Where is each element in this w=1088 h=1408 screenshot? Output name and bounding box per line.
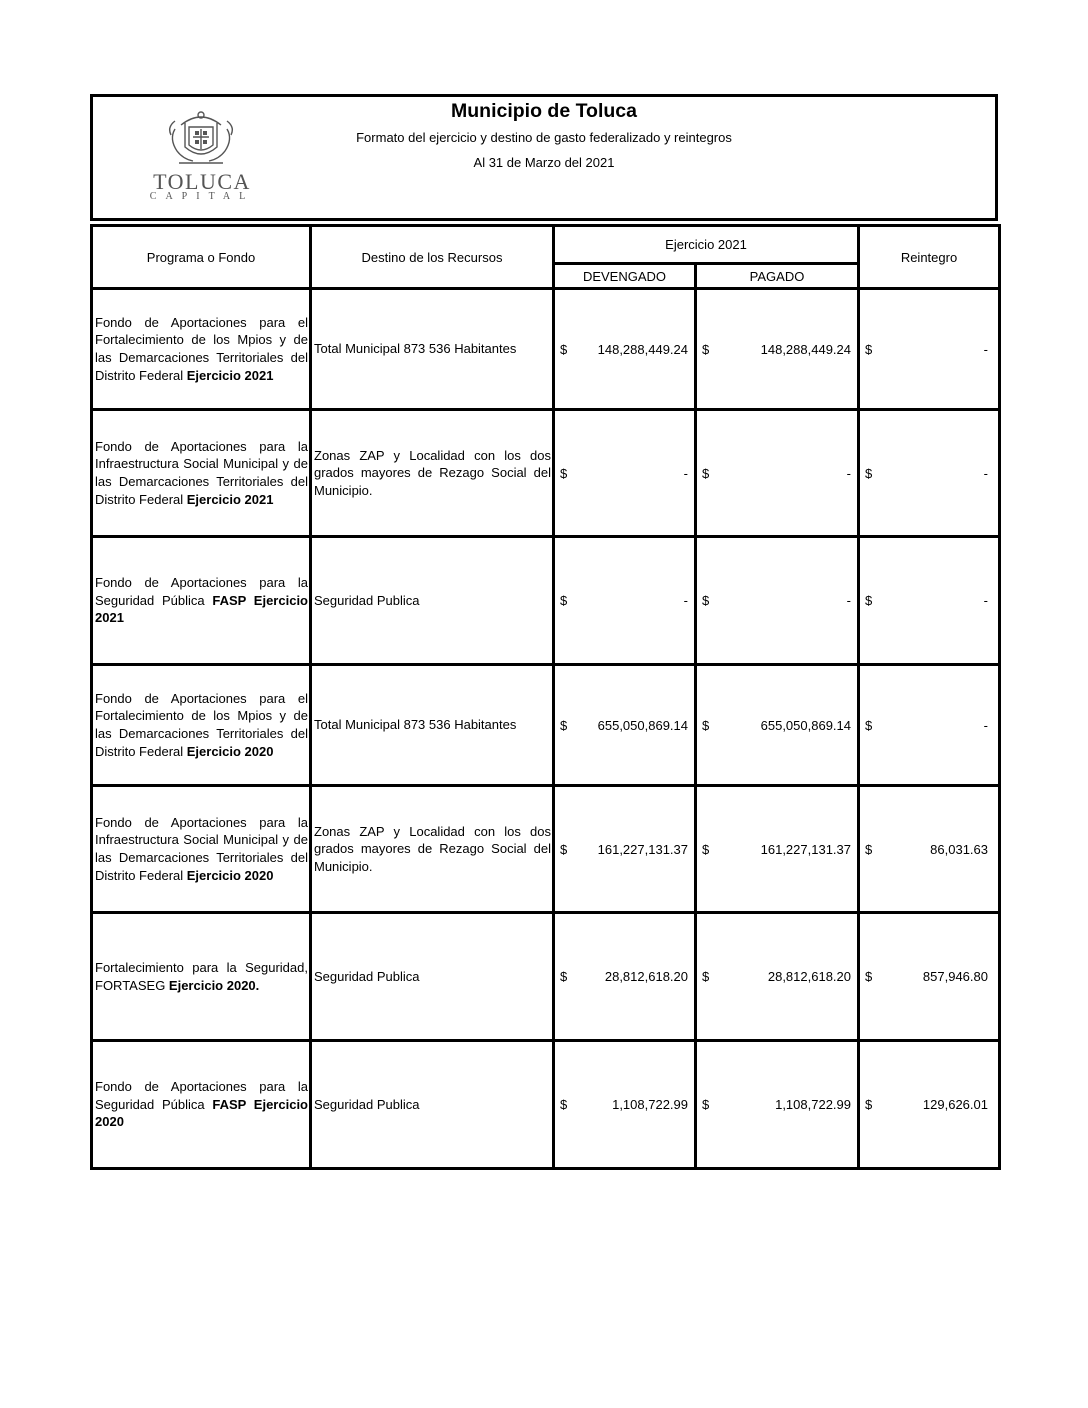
currency-symbol: $ bbox=[865, 593, 873, 608]
destino-cell: Total Municipal 873 536 Habitantes bbox=[311, 665, 554, 786]
header-destino: Destino de los Recursos bbox=[311, 226, 554, 289]
reintegro-cell bbox=[859, 1041, 1000, 1169]
logo-subtitle: CAPITAL bbox=[149, 191, 255, 202]
gasto-table bbox=[90, 224, 1001, 1170]
currency-symbol: $ bbox=[560, 969, 568, 984]
programa-cell bbox=[92, 786, 311, 913]
amount-value: 1,108,722.99 bbox=[612, 1097, 688, 1112]
header-pagado: PAGADO bbox=[696, 264, 859, 289]
amount-value: - bbox=[983, 593, 988, 608]
amount-value: - bbox=[846, 593, 851, 608]
programa-text: Fondo de Aportaciones para el Fortalecimiento de los Mpios y de las Demarcaciones Territoriales del Distrito Federal bbox=[95, 314, 308, 383]
reintegro-cell bbox=[859, 289, 1000, 410]
programa-cell bbox=[92, 537, 311, 665]
currency-symbol: $ bbox=[702, 717, 710, 733]
amount-value: 161,227,131.37 bbox=[597, 841, 688, 857]
programa-ejercicio: Ejercicio 2021 bbox=[186, 491, 274, 507]
page-title: Municipio de Toluca bbox=[451, 100, 637, 122]
devengado-cell bbox=[554, 289, 696, 410]
table-row bbox=[92, 786, 1000, 913]
reintegro-cell bbox=[859, 537, 1000, 665]
destino-cell: Zonas ZAP y Localidad con los dos grados mayores de Rezago Social del Municipio. bbox=[311, 410, 554, 537]
amount-value: 148,288,449.24 bbox=[760, 341, 851, 357]
amount-value: - bbox=[683, 465, 688, 481]
currency-symbol: $ bbox=[560, 717, 568, 733]
currency-symbol: $ bbox=[865, 841, 873, 857]
programa-ejercicio: Ejercicio 2021 bbox=[186, 367, 274, 383]
devengado-cell bbox=[554, 537, 696, 665]
programa-cell bbox=[92, 1041, 311, 1169]
programa-text: Fondo de Aportaciones para la Infraestructura Social Municipal y de las Demarcaciones Territoriales del Distrito Federal bbox=[95, 438, 308, 507]
devengado-cell bbox=[554, 786, 696, 913]
destino-cell: Seguridad Publica bbox=[311, 913, 554, 1041]
programa-cell bbox=[92, 665, 311, 786]
programa-cell bbox=[92, 913, 311, 1041]
reintegro-cell bbox=[859, 913, 1000, 1041]
amount-value: - bbox=[983, 465, 988, 481]
amount-value: - bbox=[846, 465, 851, 481]
amount-value: 1,108,722.99 bbox=[775, 1097, 851, 1112]
amount-value: - bbox=[983, 341, 988, 357]
amount-value: - bbox=[683, 593, 688, 608]
currency-symbol: $ bbox=[560, 593, 568, 608]
pagado-cell bbox=[696, 537, 859, 665]
programa-ejercicio: FASP Ejercicio 2020 bbox=[95, 1096, 308, 1130]
amount-value: - bbox=[983, 717, 988, 733]
currency-symbol: $ bbox=[560, 841, 568, 857]
document bbox=[90, 94, 998, 1170]
programa-ejercicio: FASP Ejercicio 2021 bbox=[95, 592, 308, 626]
report-date: Al 31 de Marzo del 2021 bbox=[473, 155, 615, 170]
table-row bbox=[92, 1041, 1000, 1169]
programa-text: Fondo de Aportaciones para la Infraestructura Social Municipal y de las Demarcaciones Territoriales del Distrito Federal bbox=[95, 814, 308, 883]
table-row bbox=[92, 410, 1000, 537]
currency-symbol: $ bbox=[865, 717, 873, 733]
amount-value: 28,812,618.20 bbox=[604, 969, 688, 984]
amount-value: 655,050,869.14 bbox=[760, 717, 851, 733]
destino-cell: Total Municipal 873 536 Habitantes bbox=[311, 289, 554, 410]
amount-value: 857,946.80 bbox=[922, 969, 988, 984]
currency-symbol: $ bbox=[865, 969, 873, 984]
destino-cell: Seguridad Publica bbox=[311, 537, 554, 665]
table-body bbox=[92, 289, 1000, 1169]
currency-symbol: $ bbox=[865, 465, 873, 481]
currency-symbol: $ bbox=[560, 341, 568, 357]
amount-value: 86,031.63 bbox=[930, 841, 988, 857]
amount-value: 129,626.01 bbox=[922, 1097, 988, 1112]
programa-ejercicio: Ejercicio 2020. bbox=[168, 977, 260, 993]
programa-ejercicio: Ejercicio 2020 bbox=[186, 743, 274, 759]
currency-symbol: $ bbox=[865, 341, 873, 357]
pagado-cell bbox=[696, 1041, 859, 1169]
programa-ejercicio: Ejercicio 2020 bbox=[186, 867, 274, 883]
programa-text: Fondo de Aportaciones para el Fortalecimiento de los Mpios y de las Demarcaciones Territoriales del Distrito Federal bbox=[95, 690, 308, 759]
table-row bbox=[92, 537, 1000, 665]
pagado-cell bbox=[696, 665, 859, 786]
table-row bbox=[92, 289, 1000, 410]
currency-symbol: $ bbox=[702, 465, 710, 481]
reintegro-cell bbox=[859, 410, 1000, 537]
destino-cell: Seguridad Publica bbox=[311, 1041, 554, 1169]
devengado-cell bbox=[554, 1041, 696, 1169]
programa-text: Fortalecimiento para la Seguridad, FORTASEG bbox=[95, 959, 308, 993]
amount-value: 148,288,449.24 bbox=[597, 341, 688, 357]
page-subtitle: Formato del ejercicio y destino de gasto federalizado y reintegros bbox=[356, 130, 732, 145]
pagado-cell bbox=[696, 913, 859, 1041]
currency-symbol: $ bbox=[702, 593, 710, 608]
amount-value: 161,227,131.37 bbox=[760, 841, 851, 857]
header-devengado: DEVENGADO bbox=[554, 264, 696, 289]
programa-text: Fondo de Aportaciones para la Seguridad Pública bbox=[95, 575, 308, 608]
programa-cell bbox=[92, 289, 311, 410]
amount-value: 28,812,618.20 bbox=[767, 969, 851, 984]
pagado-cell bbox=[696, 289, 859, 410]
header-programa: Programa o Fondo bbox=[92, 226, 311, 289]
logo-name: TOLUCA bbox=[153, 169, 251, 194]
pagado-cell bbox=[696, 786, 859, 913]
destino-cell: Zonas ZAP y Localidad con los dos grados mayores de Rezago Social del Municipio. bbox=[311, 786, 554, 913]
currency-symbol: $ bbox=[702, 969, 710, 984]
currency-symbol: $ bbox=[702, 841, 710, 857]
header-reintegro: Reintegro bbox=[859, 226, 1000, 289]
programa-cell bbox=[92, 410, 311, 537]
reintegro-cell bbox=[859, 665, 1000, 786]
reintegro-cell bbox=[859, 786, 1000, 913]
devengado-cell bbox=[554, 410, 696, 537]
devengado-cell bbox=[554, 665, 696, 786]
currency-symbol: $ bbox=[865, 1097, 873, 1112]
devengado-cell bbox=[554, 913, 696, 1041]
table-row bbox=[92, 665, 1000, 786]
currency-symbol: $ bbox=[560, 1097, 568, 1112]
pagado-cell bbox=[696, 410, 859, 537]
currency-symbol: $ bbox=[702, 341, 710, 357]
currency-symbol: $ bbox=[560, 465, 568, 481]
report-header bbox=[90, 94, 998, 221]
programa-text: Fondo de Aportaciones para la Seguridad Pública bbox=[95, 1079, 308, 1112]
amount-value: 655,050,869.14 bbox=[597, 717, 688, 733]
header-ejercicio: Ejercicio 2021 bbox=[554, 226, 859, 264]
currency-symbol: $ bbox=[702, 1097, 710, 1112]
table-row bbox=[92, 913, 1000, 1041]
